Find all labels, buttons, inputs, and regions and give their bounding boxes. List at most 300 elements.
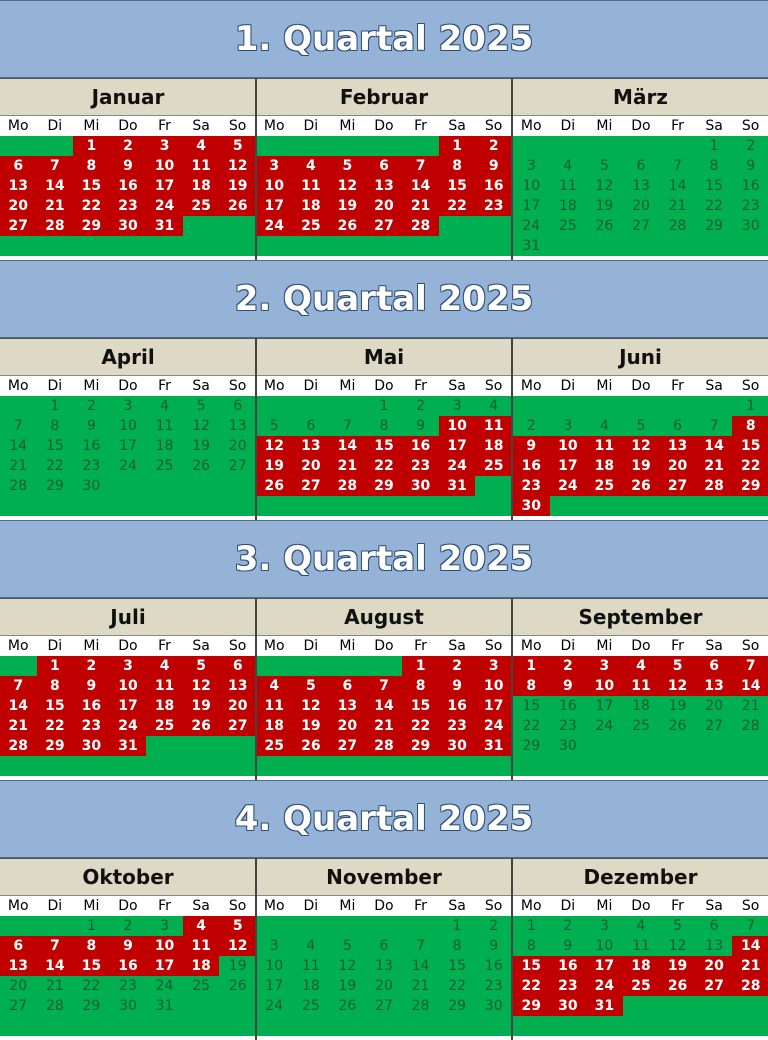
weekday-label: Do <box>631 638 651 654</box>
day-cell: 16 <box>475 956 512 976</box>
day-cell: 21 <box>0 456 37 476</box>
day-cell-marked: 28 <box>732 976 768 996</box>
day-cell: 29 <box>37 476 74 496</box>
weekday-label: Sa <box>192 118 210 134</box>
weekday-label: Mi <box>339 898 356 914</box>
day-cell-marked: 24 <box>256 216 293 236</box>
day-cell-marked: 10 <box>475 676 512 696</box>
day-cell-marked: 20 <box>0 196 37 216</box>
day-cell-marked: 5 <box>219 136 256 156</box>
day-cell-marked: 27 <box>293 476 330 496</box>
day-cell-marked: 23 <box>439 716 476 736</box>
day-cell-marked: 16 <box>475 176 512 196</box>
day-cell-marked: 29 <box>732 476 768 496</box>
day-cell: 2 <box>73 396 110 416</box>
day-cell-marked: 20 <box>293 456 330 476</box>
day-cell: 20 <box>696 696 733 716</box>
day-cell: 22 <box>439 976 476 996</box>
day-cell-marked: 1 <box>37 656 74 676</box>
day-grid <box>513 136 768 256</box>
day-cell: 21 <box>659 196 696 216</box>
day-cell-marked: 15 <box>439 176 476 196</box>
day-cell: 23 <box>110 976 147 996</box>
weekday-label: Di <box>47 118 63 134</box>
day-cell-marked: 21 <box>402 196 439 216</box>
day-cell-marked: 12 <box>623 436 660 456</box>
weekday-label: Fr <box>414 378 427 394</box>
quarter-title: 1. Quartal 2025 <box>234 19 534 59</box>
day-cell-marked: 23 <box>513 476 550 496</box>
weekday-label: Do <box>374 378 394 394</box>
day-cell-marked: 22 <box>366 456 403 476</box>
day-cell: 17 <box>256 976 293 996</box>
day-cell-marked: 4 <box>183 916 220 936</box>
day-cell: 4 <box>475 396 512 416</box>
weekday-label: So <box>741 638 760 654</box>
day-cell: 5 <box>586 156 623 176</box>
day-cell: 15 <box>37 436 74 456</box>
weekday-label: Do <box>374 638 394 654</box>
weekday-label: Mo <box>7 638 29 654</box>
weekday-label: Mi <box>83 118 100 134</box>
day-cell: 7 <box>0 416 37 436</box>
day-cell-marked: 11 <box>293 176 330 196</box>
day-cell-marked: 12 <box>219 156 256 176</box>
day-cell-marked: 7 <box>402 156 439 176</box>
day-cell-marked: 20 <box>329 716 366 736</box>
weekday-label: Fr <box>414 118 427 134</box>
weekday-label: Mi <box>596 898 613 914</box>
day-cell-marked: 26 <box>219 196 256 216</box>
day-cell: 18 <box>293 976 330 996</box>
day-cell-marked: 15 <box>73 956 110 976</box>
day-cell-marked: 8 <box>73 936 110 956</box>
month-name: März <box>513 78 768 116</box>
day-cell: 22 <box>37 456 74 476</box>
day-grid <box>256 656 512 776</box>
day-cell-marked: 10 <box>439 416 476 436</box>
month-block <box>0 858 256 1040</box>
day-cell: 25 <box>183 976 220 996</box>
weekday-label: So <box>228 378 247 394</box>
day-cell-marked: 25 <box>183 196 220 216</box>
day-cell: 28 <box>0 476 37 496</box>
weekday-label: Do <box>374 118 394 134</box>
day-cell-marked: 7 <box>37 156 74 176</box>
day-cell-marked: 2 <box>475 136 512 156</box>
month-divider <box>255 78 257 260</box>
day-cell-marked: 12 <box>256 436 293 456</box>
day-cell-marked: 23 <box>402 456 439 476</box>
day-cell: 12 <box>586 176 623 196</box>
day-cell: 30 <box>73 476 110 496</box>
day-cell-marked: 14 <box>0 696 37 716</box>
month-name: Januar <box>0 78 256 116</box>
day-cell: 1 <box>513 916 550 936</box>
month-block <box>256 598 512 780</box>
day-cell-marked: 13 <box>329 696 366 716</box>
day-cell: 26 <box>586 216 623 236</box>
day-cell: 11 <box>146 416 183 436</box>
day-cell: 13 <box>696 936 733 956</box>
day-cell-marked: 12 <box>219 936 256 956</box>
day-cell-marked: 31 <box>439 476 476 496</box>
month-name: September <box>513 598 768 636</box>
day-cell: 19 <box>586 196 623 216</box>
day-cell-marked: 9 <box>439 676 476 696</box>
day-cell-marked: 8 <box>73 156 110 176</box>
day-cell-marked: 24 <box>110 716 147 736</box>
weekday-label: Do <box>631 378 651 394</box>
weekday-label: So <box>741 378 760 394</box>
day-cell: 30 <box>475 996 512 1016</box>
day-cell-marked: 15 <box>366 436 403 456</box>
month-block <box>0 338 256 520</box>
day-cell: 22 <box>696 196 733 216</box>
weekday-row <box>0 376 256 396</box>
day-cell: 1 <box>732 396 768 416</box>
day-cell-marked: 10 <box>256 176 293 196</box>
weekday-label: Mi <box>339 378 356 394</box>
day-cell: 20 <box>0 976 37 996</box>
day-cell-marked: 31 <box>146 216 183 236</box>
day-cell-marked: 17 <box>256 196 293 216</box>
day-cell: 27 <box>696 716 733 736</box>
month-block <box>0 598 256 780</box>
day-cell-marked: 14 <box>37 956 74 976</box>
day-cell-marked: 29 <box>37 736 74 756</box>
day-cell: 10 <box>110 416 147 436</box>
day-cell-marked: 27 <box>329 736 366 756</box>
day-cell-marked: 21 <box>732 956 768 976</box>
day-cell: 29 <box>439 996 476 1016</box>
day-cell-marked: 16 <box>550 956 587 976</box>
weekday-label: Mi <box>339 118 356 134</box>
day-cell-marked: 9 <box>73 676 110 696</box>
day-cell: 4 <box>550 156 587 176</box>
day-cell-marked: 14 <box>732 676 768 696</box>
day-cell: 25 <box>293 996 330 1016</box>
weekday-label: Fr <box>671 898 684 914</box>
day-cell-marked: 10 <box>146 156 183 176</box>
month-divider <box>255 858 257 1040</box>
day-cell: 21 <box>37 976 74 996</box>
day-cell-marked: 23 <box>73 716 110 736</box>
day-cell: 8 <box>696 156 733 176</box>
weekday-label: Mo <box>7 898 29 914</box>
day-cell-marked: 19 <box>256 456 293 476</box>
weekday-label: Mo <box>520 898 542 914</box>
day-cell-marked: 18 <box>623 956 660 976</box>
day-cell: 20 <box>219 436 256 456</box>
day-cell: 3 <box>550 416 587 436</box>
month-divider <box>255 338 257 520</box>
day-cell: 31 <box>513 236 550 256</box>
quarter-header <box>0 260 768 338</box>
day-cell-marked: 13 <box>219 676 256 696</box>
weekday-label: Di <box>303 118 319 134</box>
day-cell: 7 <box>732 916 768 936</box>
day-cell-marked: 24 <box>439 456 476 476</box>
day-cell-marked: 28 <box>366 736 403 756</box>
day-cell: 26 <box>183 456 220 476</box>
day-cell-marked: 10 <box>110 676 147 696</box>
day-cell-marked: 30 <box>110 216 147 236</box>
day-cell-marked: 10 <box>586 676 623 696</box>
day-cell: 14 <box>402 956 439 976</box>
day-cell: 8 <box>366 416 403 436</box>
day-cell: 25 <box>550 216 587 236</box>
day-cell-marked: 13 <box>696 676 733 696</box>
day-cell-marked: 9 <box>550 676 587 696</box>
day-cell-marked: 9 <box>110 936 147 956</box>
weekday-label: Di <box>560 378 576 394</box>
day-cell-marked: 8 <box>402 676 439 696</box>
day-cell: 9 <box>475 936 512 956</box>
day-cell-marked: 9 <box>475 156 512 176</box>
day-cell-marked: 14 <box>329 436 366 456</box>
day-cell: 22 <box>513 716 550 736</box>
day-cell: 15 <box>696 176 733 196</box>
day-grid <box>513 656 768 776</box>
day-cell-marked: 31 <box>110 736 147 756</box>
day-cell-marked: 25 <box>146 716 183 736</box>
day-cell-marked: 1 <box>439 136 476 156</box>
day-cell: 30 <box>550 736 587 756</box>
day-cell: 10 <box>586 936 623 956</box>
weekday-label: So <box>484 118 503 134</box>
month-name: April <box>0 338 256 376</box>
day-cell-marked: 11 <box>475 416 512 436</box>
day-cell-marked: 30 <box>550 996 587 1016</box>
month-block <box>513 78 768 260</box>
day-cell: 19 <box>659 696 696 716</box>
day-cell-marked: 14 <box>366 696 403 716</box>
day-cell: 9 <box>402 416 439 436</box>
day-cell-marked: 9 <box>513 436 550 456</box>
quarter-header <box>0 520 768 598</box>
quarter-header <box>0 780 768 858</box>
day-cell-marked: 26 <box>256 476 293 496</box>
day-cell: 9 <box>550 936 587 956</box>
day-cell: 26 <box>219 976 256 996</box>
day-cell-marked: 3 <box>146 136 183 156</box>
quarter-title: 3. Quartal 2025 <box>234 539 534 579</box>
day-cell-marked: 14 <box>402 176 439 196</box>
day-cell-marked: 15 <box>732 436 768 456</box>
weekday-label: Di <box>560 638 576 654</box>
weekday-label: Do <box>631 118 651 134</box>
day-cell-marked: 19 <box>219 176 256 196</box>
day-cell-marked: 18 <box>586 456 623 476</box>
day-cell-marked: 11 <box>256 696 293 716</box>
weekday-label: Di <box>47 378 63 394</box>
day-cell: 23 <box>475 976 512 996</box>
day-cell: 1 <box>696 136 733 156</box>
day-cell: 23 <box>732 196 768 216</box>
day-cell-marked: 1 <box>513 656 550 676</box>
day-cell-marked: 22 <box>732 456 768 476</box>
day-cell: 1 <box>37 396 74 416</box>
day-cell-marked: 13 <box>0 956 37 976</box>
day-cell-marked: 23 <box>550 976 587 996</box>
day-cell: 12 <box>659 936 696 956</box>
day-cell: 6 <box>696 916 733 936</box>
day-cell: 10 <box>513 176 550 196</box>
day-cell-marked: 19 <box>659 956 696 976</box>
day-cell: 27 <box>366 996 403 1016</box>
day-cell: 19 <box>183 436 220 456</box>
day-cell-marked: 22 <box>402 716 439 736</box>
day-cell-marked: 18 <box>475 436 512 456</box>
day-cell-marked: 6 <box>219 656 256 676</box>
day-cell-marked: 19 <box>329 196 366 216</box>
day-cell: 8 <box>439 936 476 956</box>
day-cell: 8 <box>513 936 550 956</box>
month-name: Mai <box>256 338 512 376</box>
day-cell: 21 <box>732 696 768 716</box>
day-cell: 4 <box>293 936 330 956</box>
weekday-label: Sa <box>705 898 723 914</box>
day-cell-marked: 27 <box>0 216 37 236</box>
day-cell: 11 <box>293 956 330 976</box>
day-cell: 16 <box>550 696 587 716</box>
day-cell-marked: 27 <box>366 216 403 236</box>
day-cell: 13 <box>219 416 256 436</box>
day-cell-marked: 2 <box>439 656 476 676</box>
month-name: Juli <box>0 598 256 636</box>
day-cell-marked: 11 <box>623 676 660 696</box>
day-cell: 26 <box>329 996 366 1016</box>
day-cell-marked: 1 <box>402 656 439 676</box>
month-block <box>513 598 768 780</box>
day-cell-marked: 31 <box>475 736 512 756</box>
day-cell-marked: 7 <box>37 936 74 956</box>
day-cell: 16 <box>73 436 110 456</box>
day-cell: 7 <box>696 416 733 436</box>
weekday-label: Sa <box>448 378 466 394</box>
day-cell: 18 <box>146 436 183 456</box>
day-cell: 30 <box>732 216 768 236</box>
day-cell-marked: 18 <box>256 716 293 736</box>
day-cell-marked: 2 <box>550 656 587 676</box>
day-cell: 17 <box>110 436 147 456</box>
day-cell: 4 <box>623 916 660 936</box>
weekday-label: Do <box>118 898 138 914</box>
day-cell-marked: 13 <box>293 436 330 456</box>
day-cell-marked: 12 <box>293 696 330 716</box>
month-divider <box>255 598 257 780</box>
day-cell-marked: 14 <box>732 936 768 956</box>
month-name: Februar <box>256 78 512 116</box>
weekday-label: Mi <box>596 378 613 394</box>
month-divider <box>511 598 513 780</box>
weekday-label: Fr <box>414 638 427 654</box>
day-grid <box>256 396 512 516</box>
day-cell-marked: 17 <box>146 956 183 976</box>
day-cell-marked: 2 <box>110 136 147 156</box>
day-cell-marked: 25 <box>293 216 330 236</box>
day-cell-marked: 14 <box>696 436 733 456</box>
day-cell: 1 <box>439 916 476 936</box>
day-cell-marked: 30 <box>402 476 439 496</box>
day-cell-marked: 4 <box>256 676 293 696</box>
day-cell: 27 <box>623 216 660 236</box>
weekday-label: Fr <box>158 118 171 134</box>
day-grid <box>256 916 512 1036</box>
day-cell: 25 <box>146 456 183 476</box>
day-cell: 20 <box>366 976 403 996</box>
day-cell-marked: 22 <box>37 716 74 736</box>
day-cell-marked: 6 <box>0 936 37 956</box>
weekday-row <box>0 116 256 136</box>
quarter-title: 4. Quartal 2025 <box>234 799 534 839</box>
day-cell: 17 <box>586 696 623 716</box>
day-cell: 29 <box>513 736 550 756</box>
day-cell: 2 <box>402 396 439 416</box>
day-cell-marked: 5 <box>293 676 330 696</box>
day-cell-marked: 1 <box>73 136 110 156</box>
day-cell-marked: 10 <box>550 436 587 456</box>
weekday-label: So <box>228 118 247 134</box>
weekday-label: Sa <box>705 378 723 394</box>
day-cell: 8 <box>37 416 74 436</box>
weekday-label: Mo <box>7 118 29 134</box>
weekday-label: So <box>484 378 503 394</box>
day-cell: 3 <box>513 156 550 176</box>
day-cell: 7 <box>659 156 696 176</box>
day-cell: 9 <box>73 416 110 436</box>
day-cell: 12 <box>329 956 366 976</box>
weekday-row <box>513 896 768 916</box>
day-cell-marked: 28 <box>37 216 74 236</box>
month-name: Oktober <box>0 858 256 896</box>
day-cell-marked: 27 <box>659 476 696 496</box>
weekday-label: Mo <box>520 118 542 134</box>
day-cell: 3 <box>586 916 623 936</box>
day-cell-marked: 5 <box>659 656 696 676</box>
day-cell-marked: 6 <box>329 676 366 696</box>
day-cell-marked: 19 <box>183 696 220 716</box>
day-cell-marked: 17 <box>146 176 183 196</box>
day-cell-marked: 19 <box>293 716 330 736</box>
weekday-label: Sa <box>448 638 466 654</box>
day-cell: 15 <box>439 956 476 976</box>
day-cell-marked: 18 <box>183 956 220 976</box>
day-cell-marked: 27 <box>696 976 733 996</box>
weekday-label: Fr <box>158 638 171 654</box>
day-cell-marked: 8 <box>513 676 550 696</box>
day-cell: 6 <box>659 416 696 436</box>
day-cell-marked: 8 <box>439 156 476 176</box>
day-cell-marked: 26 <box>623 476 660 496</box>
day-cell-marked: 22 <box>73 196 110 216</box>
day-cell: 5 <box>659 916 696 936</box>
month-block <box>256 78 512 260</box>
weekday-label: Di <box>303 638 319 654</box>
day-cell: 19 <box>329 976 366 996</box>
day-cell: 15 <box>513 696 550 716</box>
day-cell-marked: 29 <box>513 996 550 1016</box>
day-cell: 18 <box>623 696 660 716</box>
weekday-label: Mo <box>263 118 285 134</box>
day-cell: 7 <box>402 936 439 956</box>
day-cell: 5 <box>623 416 660 436</box>
day-cell-marked: 24 <box>146 196 183 216</box>
weekday-label: Do <box>118 378 138 394</box>
day-cell: 1 <box>73 916 110 936</box>
day-cell-marked: 4 <box>183 136 220 156</box>
